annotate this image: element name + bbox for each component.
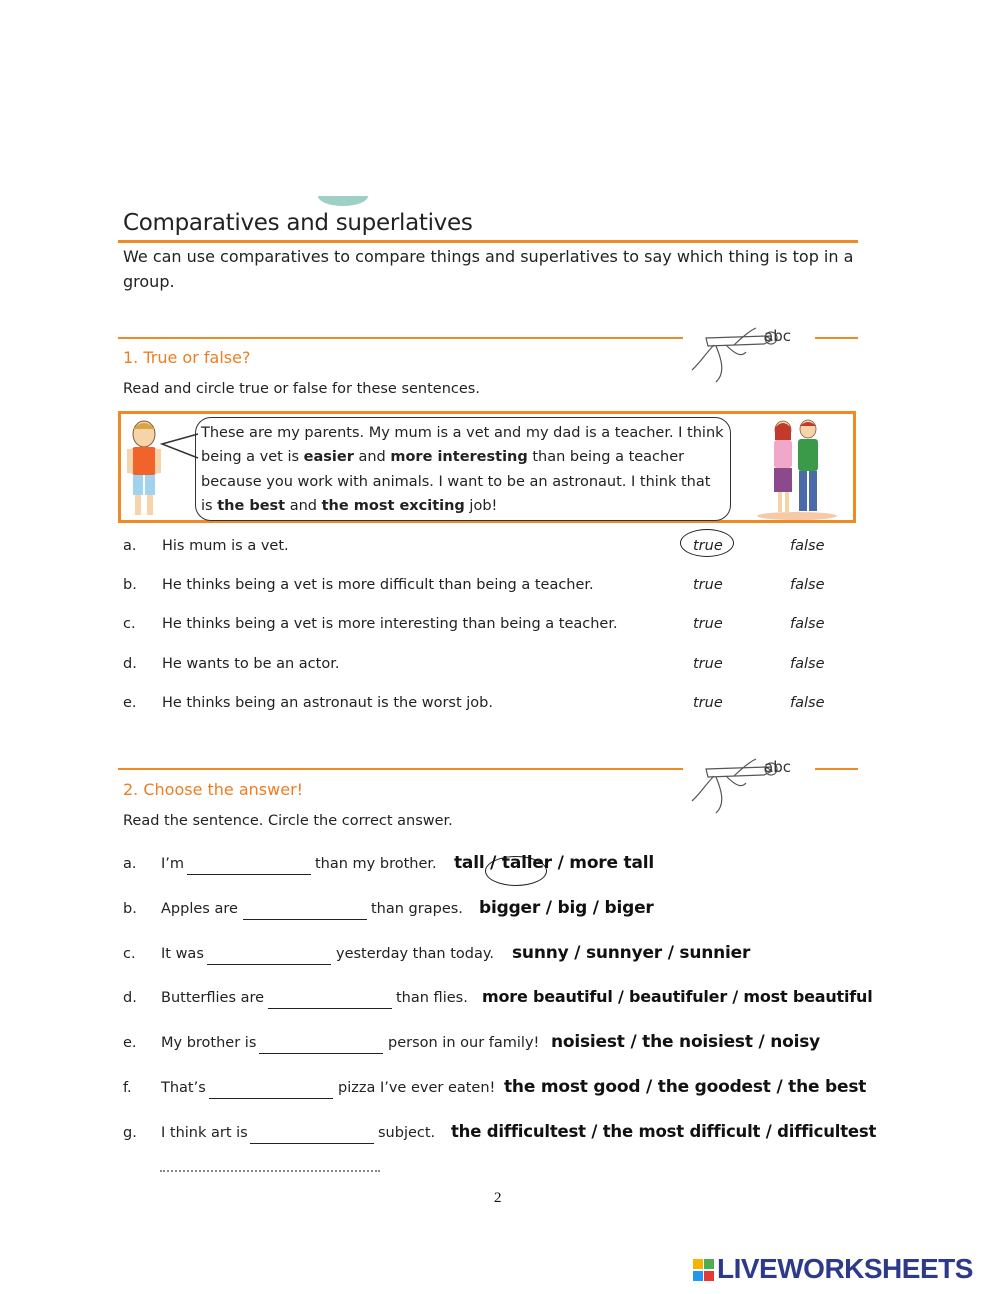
choice-item (123, 987, 883, 1020)
section1-divider (118, 337, 683, 339)
pen-label: abc (764, 758, 791, 776)
tf-item (123, 656, 843, 680)
true-option[interactable]: true (693, 616, 723, 632)
item-sentence: He thinks being an astronaut is the worst job. (162, 695, 493, 711)
item-sentence: He wants to be an actor. (162, 656, 340, 672)
sentence-start: It was (161, 946, 204, 962)
boy-illustration (124, 419, 164, 521)
writing-hand-icon (686, 318, 836, 388)
sentence-start: I’m (161, 856, 185, 872)
tf-item (123, 538, 843, 562)
item-letter: a. (123, 856, 137, 872)
answer-blank[interactable] (187, 874, 311, 875)
decorative-arc (318, 196, 368, 206)
answer-options[interactable]: bigger / big / biger (479, 898, 654, 918)
logo-blocks-icon (693, 1259, 715, 1283)
section1-instruction: Read and circle true or false for these sentences. (123, 381, 480, 397)
section2-title: 2. Choose the answer! (123, 780, 304, 799)
true-option[interactable]: true (693, 538, 723, 554)
answer-options[interactable]: the most good / the goodest / the best (504, 1077, 867, 1097)
sentence-start: My brother is (161, 1035, 257, 1051)
item-letter: e. (123, 695, 137, 711)
section1-title: 1. True or false? (123, 348, 251, 367)
false-option[interactable]: false (790, 695, 825, 711)
sentence-end: than my brother. (315, 856, 437, 872)
answer-blank[interactable] (209, 1098, 333, 1099)
sentence-end: than grapes. (371, 901, 463, 917)
answer-blank[interactable] (243, 919, 367, 920)
item-letter: a. (123, 538, 137, 554)
sentence-end: subject. (378, 1125, 436, 1141)
page-title: Comparatives and superlatives (123, 210, 473, 236)
answer-blank[interactable] (207, 964, 331, 965)
story-text: These are my parents. My mum is a vet and my dad is a teacher. I think being a vet is easier and more interesting than being a teacher because you work with animals. I want to be an astronaut. I think that is the best and the most exciting job! (201, 425, 724, 514)
sentence-start: Butterflies are (161, 990, 265, 1006)
item-sentence: His mum is a vet. (162, 538, 289, 554)
item-sentence: He thinks being a vet is more difficult than being a teacher. (162, 577, 594, 593)
sentence-start: I think art is (161, 1125, 248, 1141)
item-letter: d. (123, 656, 137, 672)
item-letter: f. (123, 1080, 132, 1096)
true-option[interactable]: true (693, 695, 723, 711)
choice-item (123, 1032, 883, 1065)
parents-illustration (750, 418, 845, 520)
pen-label: abc (764, 327, 791, 345)
choice-item (123, 853, 883, 886)
section2-instruction: Read the sentence. Circle the correct answer. (123, 813, 453, 829)
writing-hand-icon (686, 749, 836, 819)
bubble-tail (160, 432, 200, 462)
choice-item (123, 1077, 883, 1110)
false-option[interactable]: false (790, 656, 825, 672)
choice-item (123, 1122, 883, 1155)
tf-item (123, 577, 843, 601)
section2-divider (118, 768, 683, 770)
sentence-end: person in our family! (388, 1035, 540, 1051)
item-letter: e. (123, 1035, 137, 1051)
answer-blank[interactable] (268, 1008, 392, 1009)
cut-off-line (160, 1168, 380, 1174)
tf-item (123, 616, 843, 640)
false-option[interactable]: false (790, 577, 825, 593)
true-option[interactable]: true (693, 577, 723, 593)
false-option[interactable]: false (790, 616, 825, 632)
false-option[interactable]: false (790, 538, 825, 554)
answer-options[interactable]: sunny / sunnyer / sunnier (512, 943, 751, 963)
tf-item (123, 695, 843, 719)
logo-text: LIVEWORKSHEETS (717, 1253, 973, 1284)
page-number: 2 (494, 1190, 502, 1206)
item-letter: c. (123, 946, 136, 962)
item-letter: g. (123, 1125, 137, 1141)
item-letter: d. (123, 990, 137, 1006)
answer-blank[interactable] (259, 1053, 383, 1054)
item-letter: c. (123, 616, 136, 632)
sentence-end: pizza I’ve ever eaten! (338, 1080, 496, 1096)
answer-options[interactable]: tall / taller / more tall (454, 853, 654, 873)
choice-item (123, 943, 883, 976)
sentence-end: than flies. (396, 990, 468, 1006)
sentence-end: yesterday than today. (336, 946, 494, 962)
item-letter: b. (123, 577, 137, 593)
answer-blank[interactable] (250, 1143, 374, 1144)
intro-text: We can use comparatives to compare things and superlatives to say which thing is top in a group. (123, 247, 854, 291)
sentence-start: Apples are (161, 901, 238, 917)
answer-options[interactable]: the difficultest / the most difficult / difficultest (451, 1122, 877, 1141)
item-letter: b. (123, 901, 137, 917)
answer-options[interactable]: noisiest / the noisiest / noisy (551, 1032, 821, 1052)
true-option[interactable]: true (693, 656, 723, 672)
sentence-start: That’s (161, 1080, 206, 1096)
answer-options[interactable]: more beautiful / beautifuler / most beautiful (482, 987, 873, 1006)
choice-item (123, 898, 883, 931)
title-divider (118, 240, 858, 243)
item-sentence: He thinks being a vet is more interesting than being a teacher. (162, 616, 618, 632)
